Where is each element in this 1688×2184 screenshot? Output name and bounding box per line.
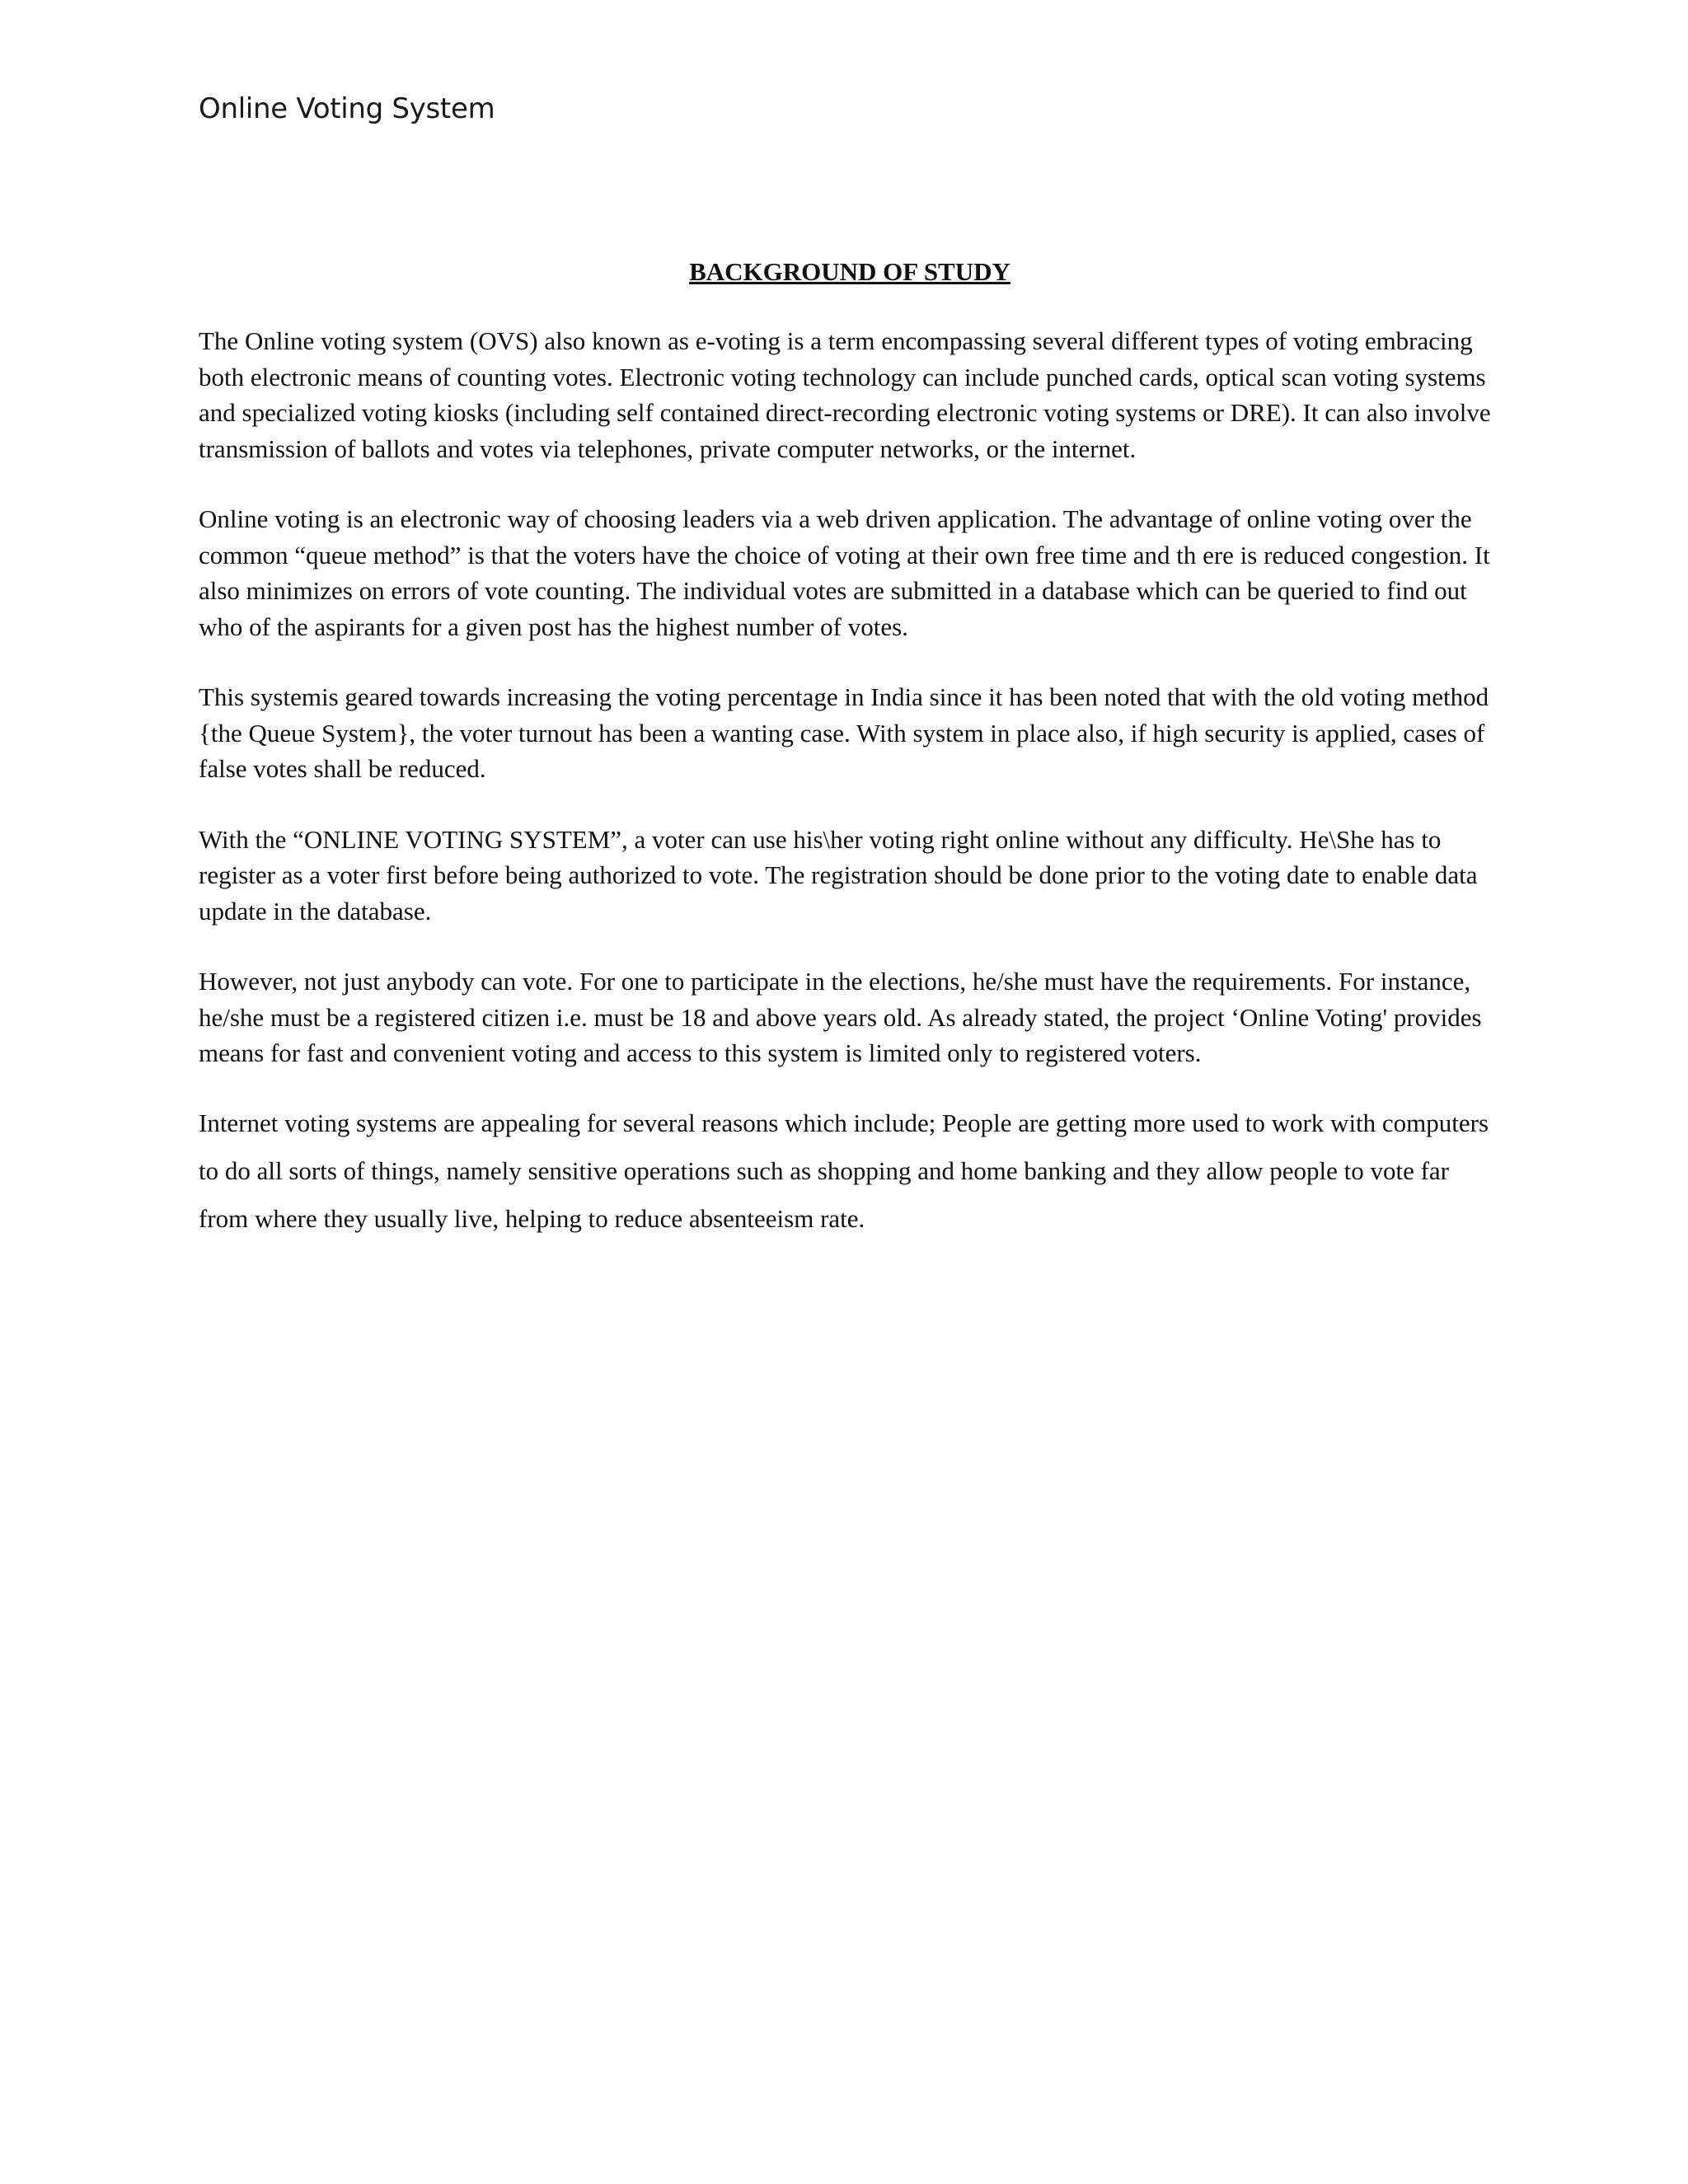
paragraph-6: Internet voting systems are appealing for several reasons which include; People are getting more used to work with computers to do all sorts of things, namely sensitive operations such as shopping and home banking and they allow people to vote far from where they usually live, helping to reduce absenteeism rate. — [199, 1108, 1489, 1233]
section-title: BACKGROUND OF STUDY — [689, 257, 1010, 286]
paragraph-4: With the “ONLINE VOTING SYSTEM”, a voter can use his\her voting right online without any difficulty. He\She has to register as a voter first before being authorized to vote. The registration should be done prior to the voting date to enable data update in the database. — [199, 824, 1478, 926]
document-body — [199, 257, 1501, 1277]
paragraph-1: The Online voting system (OVS) also known as e-voting is a term encompassing several different types of voting embracing both electronic means of counting votes. Electronic voting technology can include punched cards, optical scan voting systems and specialized voting kiosks (including self contained direct-recording electronic voting systems or DRE). It can also involve transmission of ballots and votes via telephones, private computer networks, or the internet. — [199, 326, 1491, 463]
paragraph-5: However, not just anybody can vote. For one to participate in the elections, he/she must have the requirements. For instance, he/she must be a registered citizen i.e. must be 18 and above years old. As already stated, the project ‘Online Voting' provides means for fast and convenient voting and access to this system is limited only to registered voters. — [199, 967, 1482, 1067]
paragraph-2: Online voting is an electronic way of choosing leaders via a web driven application. The advantage of online voting over the common “queue method” is that the voters have the choice of voting at their own free time and th ere is reduced congestion. It also minimizes on errors of vote counting. The individual votes are submitted in a database which can be queried to find out who of the aspirants for a given post has the highest number of votes. — [199, 504, 1490, 641]
running-header: Online Voting System — [199, 92, 495, 125]
paragraph-3: This systemis geared towards increasing the voting percentage in India since it has been noted that with the old voting method {the Queue System}, the voter turnout has been a wanting case. With system in place also, if high security is applied, cases of false votes shall be reduced. — [199, 682, 1489, 783]
